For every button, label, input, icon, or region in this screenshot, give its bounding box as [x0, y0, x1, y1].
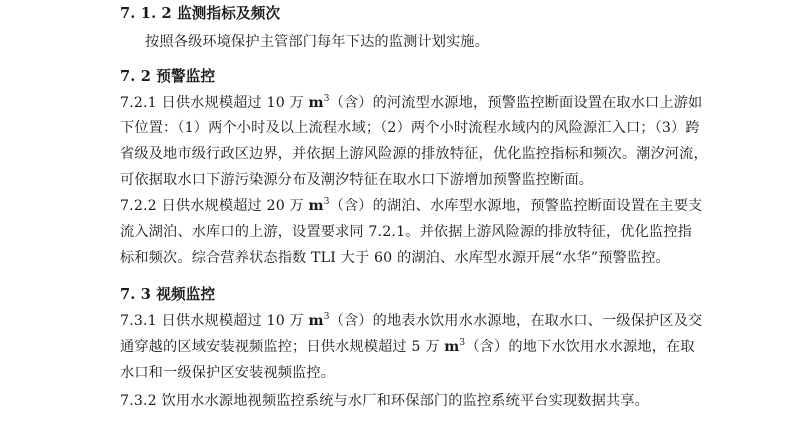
- clause-text: 7.2.1 日供水规模超过 10 万: [120, 95, 309, 111]
- clause-7-3-1-line-2: [120, 337, 695, 357]
- clause-text: 通穿越的区域安装视频监控；日供水规模超过 5 万: [120, 339, 445, 355]
- section-heading-7-3: 7. 3 视频监控: [120, 286, 216, 303]
- unit-m: m: [308, 198, 324, 214]
- clause-7-2-1-line-4: 可依据取水口下游污染源分布及潮汐特征在取水口下游增加预警监控断面。: [120, 172, 594, 188]
- section-heading-7-1-2: 7. 1. 2 监测指标及频次: [120, 5, 281, 22]
- clause-text: 7.3.1 日供水规模超过 10 万: [120, 313, 309, 329]
- clause-7-2-1-line-3: 省级及地市级行政区边界，并依据上游风险源的排放特征，优化监控指标和频次。潮汐河流，: [120, 146, 708, 162]
- unit-exponent: 3: [323, 197, 330, 207]
- section-heading-7-2: 7. 2 预警监控: [120, 68, 216, 85]
- clause-7-2-2-line-2: 流入湖泊、水库口的上游，设置要求同 7.2.1。并依据上游风险源的排放特征，优化监控指: [120, 224, 692, 240]
- unit-m: m: [444, 339, 460, 355]
- clause-7-3-1-line-1: [120, 311, 703, 331]
- unit-exponent: 3: [323, 94, 330, 104]
- clause-text: 7.2.2 日供水规模超过 20 万: [120, 198, 309, 214]
- clause-7-3-1-line-3: 水口和一级保护区安装视频监控。: [120, 365, 336, 381]
- unit-m: m: [308, 313, 324, 329]
- unit-m: m: [308, 95, 324, 111]
- unit-exponent: 3: [459, 338, 466, 348]
- section-7-1-2-body: 按照各级环境保护主管部门每年下达的监测计划实施。: [145, 34, 490, 50]
- clause-7-2-1-line-1: [120, 93, 703, 113]
- clause-text: （含）的湖泊、水库型水源地，预警监控断面设置在主要支: [329, 198, 703, 214]
- clause-text: （含）的地表水饮用水水源地，在取水口、一级保护区及交: [329, 313, 703, 329]
- clause-7-3-2-line-1: 7.3.2 饮用水水源地视频监控系统与水厂和环保部门的监控系统平台实现数据共享。: [120, 393, 649, 409]
- clause-7-2-2-line-3: 标和频次。综合营养状态指数 TLI 大于 60 的湖泊、水库型水源开展“水华”预警监控。: [120, 250, 670, 266]
- clause-text: （含）的河流型水源地，预警监控断面设置在取水口上游如: [329, 95, 703, 111]
- clause-7-2-2-line-1: [120, 196, 703, 216]
- clause-text: （含）的地下水饮用水水源地，在取: [465, 339, 695, 355]
- unit-exponent: 3: [323, 312, 330, 322]
- clause-7-2-1-line-2: 下位置：（1）两个小时及以上流程水域；（2）两个小时流程水域内的风险源汇入口；（3）跨: [120, 120, 700, 136]
